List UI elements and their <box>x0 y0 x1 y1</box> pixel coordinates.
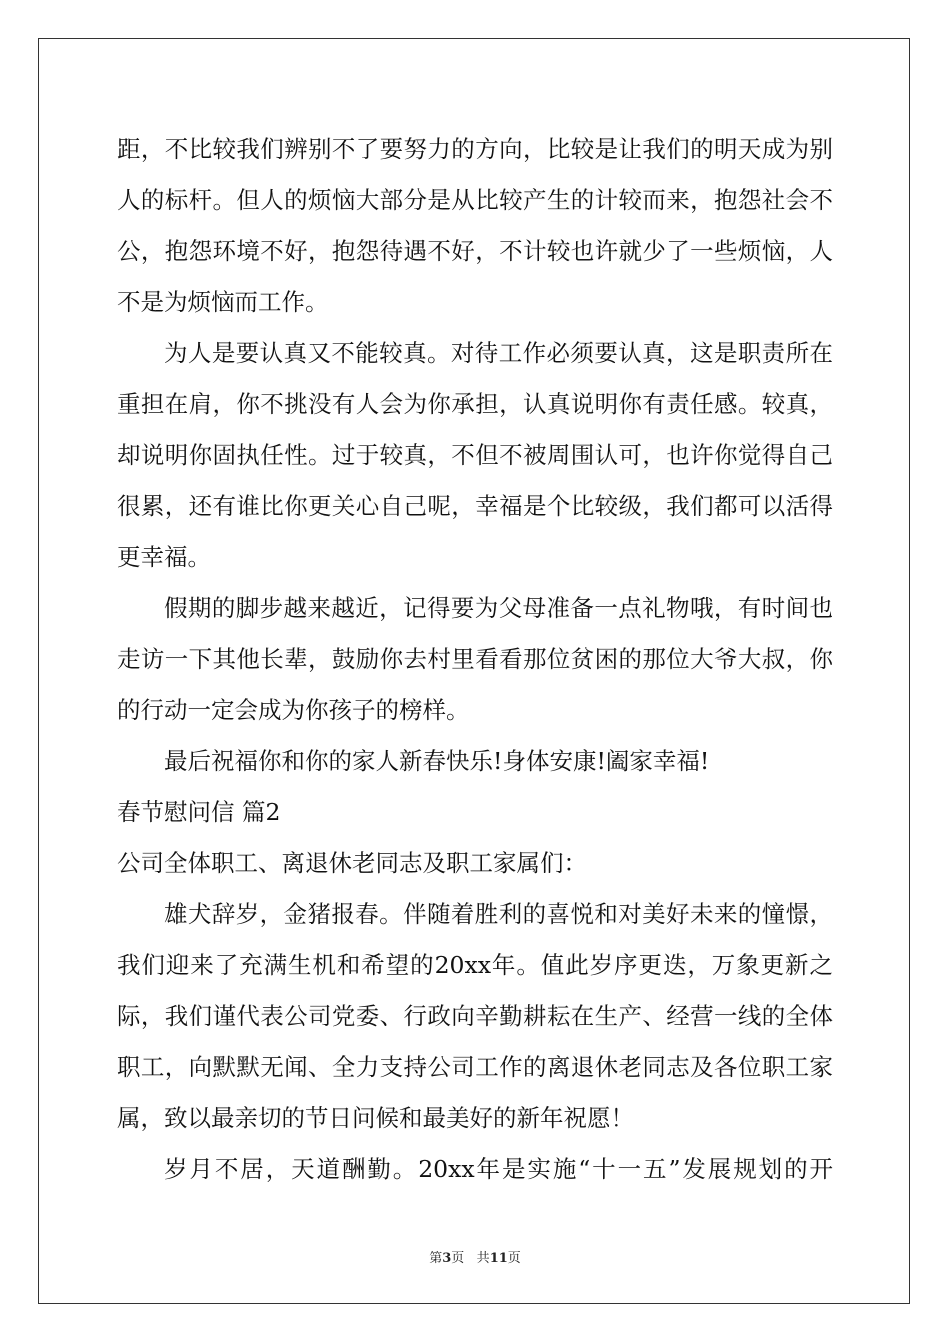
text-line: 不是为烦恼而工作。 <box>117 288 329 316</box>
text-line: 距，不比较我们辨别不了要努力的方向，比较是让我们的明天成为别 <box>117 135 833 163</box>
paragraph <box>117 889 833 1144</box>
paragraph <box>117 1144 833 1195</box>
text-line: 最后祝福你和你的家人新春快乐!身体安康!阖家幸福! <box>164 747 710 775</box>
paragraph <box>117 838 833 889</box>
text-line: 职工，向默默无闻、全力支持公司工作的离退休老同志及各位职工家 <box>117 1053 833 1081</box>
total-label-suffix: 页 <box>507 1251 521 1266</box>
page-label-prefix: 第 <box>429 1251 443 1266</box>
total-label-prefix: 共 <box>476 1251 490 1266</box>
paragraph <box>117 124 833 328</box>
paragraph <box>117 328 833 583</box>
page-label-suffix: 页 <box>451 1251 465 1266</box>
text-line: 春节慰问信 篇2 <box>117 798 281 826</box>
text-line: 我们迎来了充满生机和希望的20xx年。值此岁序更迭，万象更新之 <box>117 951 833 979</box>
text-line: 公，抱怨环境不好，抱怨待遇不好，不计较也许就少了一些烦恼，人 <box>117 237 833 265</box>
text-line: 为人是要认真又不能较真。对待工作必须要认真，这是职责所在 <box>164 339 833 367</box>
text-line: 更幸福。 <box>117 543 211 571</box>
text-line: 却说明你固执任性。过于较真，不但不被周围认可，也许你觉得自己 <box>117 441 833 469</box>
paragraph <box>117 787 833 838</box>
text-line: 假期的脚步越来越近，记得要为父母准备一点礼物哦，有时间也 <box>164 594 833 622</box>
document-body <box>117 124 833 1195</box>
total-pages: 11 <box>489 1251 508 1266</box>
page-number: 3 <box>442 1251 452 1266</box>
text-line: 的行动一定会成为你孩子的榜样。 <box>117 696 470 724</box>
text-line: 走访一下其他长辈，鼓励你去村里看看那位贫困的那位大爷大叔，你 <box>117 645 833 673</box>
text-line: 岁月不居，天道酬勤。20xx年是实施“十一五”发展规划的开 <box>164 1155 833 1183</box>
paragraph <box>117 736 833 787</box>
paragraph <box>117 583 833 736</box>
text-line: 际，我们谨代表公司党委、行政向辛勤耕耘在生产、经营一线的全体 <box>117 1002 833 1030</box>
text-line: 公司全体职工、离退休老同志及职工家属们： <box>117 849 587 877</box>
page-footer <box>0 1247 950 1266</box>
text-line: 人的标杆。但人的烦恼大部分是从比较产生的计较而来，抱怨社会不 <box>117 186 833 214</box>
text-line: 重担在肩，你不挑没有人会为你承担，认真说明你有责任感。较真， <box>117 390 833 418</box>
text-line: 很累，还有谁比你更关心自己呢，幸福是个比较级，我们都可以活得 <box>117 492 833 520</box>
text-line: 雄犬辞岁，金猪报春。伴随着胜利的喜悦和对美好未来的憧憬， <box>164 900 833 928</box>
text-line: 属，致以最亲切的节日问候和最美好的新年祝愿！ <box>117 1104 634 1132</box>
